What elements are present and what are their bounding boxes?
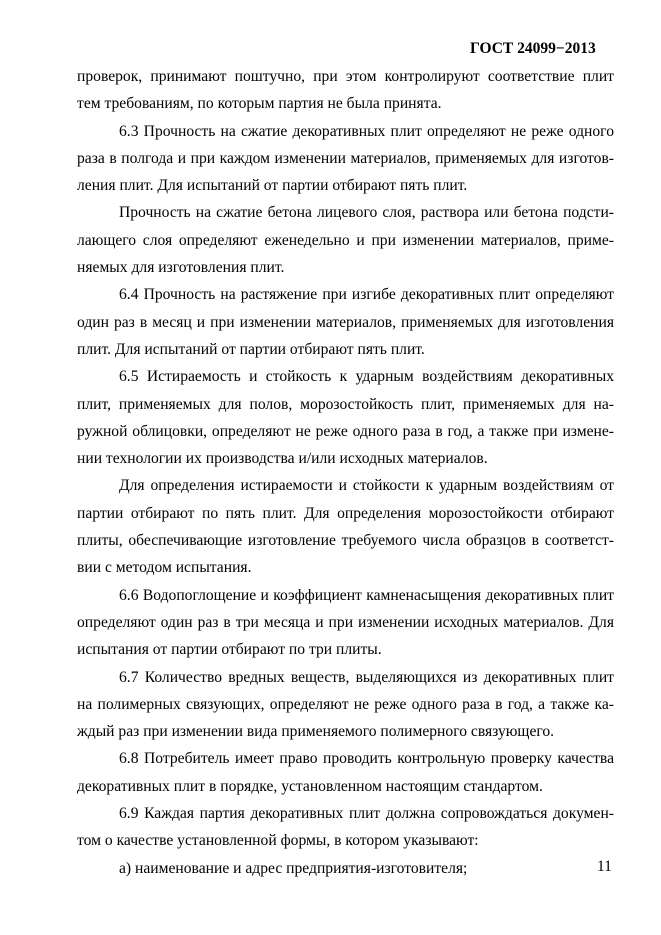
- text-line: Прочность на сжатие бетона лицевого слоя, раствора или бетона подсти-: [119, 204, 614, 222]
- text-line: 6.9 Каждая партия декоративных плит должна сопровождаться докумен-: [119, 805, 614, 823]
- paragraph-continuation: [77, 63, 614, 118]
- text-line: 6.7 Количество вредных веществ, выделяющихся из декоративных плит: [119, 668, 614, 686]
- text-line: 6.4 Прочность на растяжение при изгибе декоративных плит определяют: [119, 286, 614, 304]
- text-line: плит, применяемых для полов, морозостойкость плит, применяемых для на-: [77, 395, 614, 413]
- paragraph-6-6: [77, 582, 614, 664]
- text-line: Для определения истираемости и стойкости к ударным воздействиям от: [119, 477, 614, 495]
- paragraph-6-7: [77, 664, 614, 746]
- list-item-a: [77, 855, 614, 882]
- text-line: 6.8 Потребитель имеет право проводить контрольную проверку качества: [119, 750, 614, 768]
- paragraph-6-3: [77, 118, 614, 200]
- paragraph-sampling: [77, 472, 614, 581]
- paragraph-concrete-strength: [77, 199, 614, 281]
- text-line: вии с методом испытания.: [77, 559, 252, 577]
- text-line: 6.5 Истираемость и стойкость к ударным воздействиям декоративных: [119, 368, 614, 386]
- text-line: ружной облицовки, определяют не реже одного раза в год, а также при измене-: [77, 422, 614, 440]
- text-line: нии технологии их производства и/или исходных материалов.: [77, 450, 488, 468]
- paragraph-6-4: [77, 281, 614, 363]
- text-line: проверок, принимают поштучно, при этом контролируют соответствие плит: [77, 68, 614, 85]
- standard-header: ГОСТ 24099−2013: [470, 40, 596, 57]
- text-line: лающего слоя определяют еженедельно и при изменении материалов, приме-: [77, 231, 614, 249]
- text-line: испытания от партии отбирают по три плиты.: [77, 641, 382, 659]
- text-line: определяют один раз в три месяца и при изменении исходных материалов. Для: [77, 613, 614, 631]
- text-line: ждый раз при изменении вида применяемого полимерного связующего.: [77, 723, 555, 741]
- text-line: плиты, обеспечивающие изготовление требуемого числа образцов в соответст-: [77, 532, 614, 550]
- document-body: [77, 63, 614, 882]
- text-line: а) наименование и адрес предприятия-изготовителя;: [119, 859, 468, 877]
- text-line: тем требованиям, по которым партия не была принята.: [77, 95, 442, 113]
- paragraph-6-8: [77, 745, 614, 800]
- text-line: ления плит. Для испытаний от партии отбирают пять плит.: [77, 177, 468, 195]
- text-line: один раз в месяц и при изменении материалов, применяемых для изготовления: [77, 313, 614, 331]
- text-line: 6.3 Прочность на сжатие декоративных плит определяют не реже одного: [119, 122, 614, 140]
- text-line: том о качестве установленной формы, в котором указывают:: [77, 832, 479, 850]
- paragraph-6-9: [77, 800, 614, 855]
- text-line: плит. Для испытаний от партии отбирают пять плит.: [77, 340, 425, 358]
- page-number: 11: [597, 858, 612, 875]
- text-line: няемых для изготовления плит.: [77, 259, 285, 277]
- text-line: на полимерных связующих, определяют не реже одного раза в год, а также ка-: [77, 695, 614, 713]
- text-line: партии отбирают по пять плит. Для определения морозостойкости отбирают: [77, 504, 614, 522]
- text-line: декоративных плит в порядке, установленном настоящим стандартом.: [77, 777, 543, 795]
- text-line: 6.6 Водопоглощение и коэффициент камненасыщения декоративных плит: [119, 586, 614, 604]
- text-line: раза в полгода и при каждом изменении материалов, применяемых для изготов-: [77, 149, 614, 167]
- paragraph-6-5: [77, 363, 614, 472]
